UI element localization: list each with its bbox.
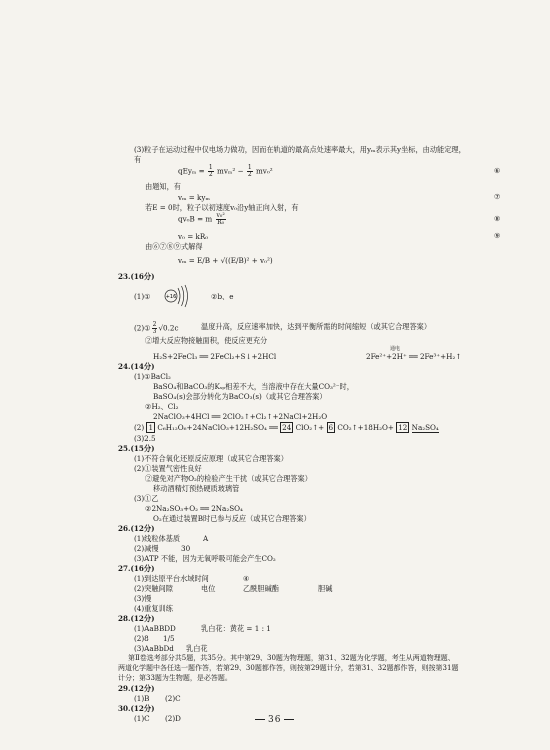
answer-line: (4)重复训练	[134, 604, 173, 613]
answer-text: 1/5	[163, 634, 175, 643]
svg-text:+16: +16	[165, 294, 177, 300]
answer-text: 移动酒精灯预热硬质玻璃管	[153, 484, 240, 493]
answer-text: BaSO₄和BaCO₃的Kₛₚ相差不大，当溶液中存在大量CO₃²⁻时，	[153, 382, 354, 391]
equation-8: qv₀B = m $\frac{\text{v₀²}}{\text{R₀}}$	[178, 212, 225, 226]
answer-text: (2)D	[165, 714, 181, 723]
answer-line: (2)①装置气密性良好	[134, 464, 202, 473]
equation-number: ⑦	[494, 193, 501, 201]
answer-text: 乳白花：黄花 = 1 : 1	[201, 624, 271, 633]
text-line: 若E = 0时，粒子以初速度v₀沿y轴正向入射，有	[145, 203, 299, 212]
text-line: 有	[134, 155, 142, 164]
equation: H₂S+2FeCl₃ ══ 2FeCl₂+S↓+2HCl	[153, 352, 277, 361]
text-line: 由题知，有	[145, 182, 181, 191]
answer-line: (1)C	[134, 714, 150, 723]
question-number: 28.(12分)	[118, 614, 155, 623]
section-note: 两道化学题中各任选一题作答，若第29、30题都作答，则按第29题计分，若第31、32题都作答，则按第31题	[118, 664, 459, 672]
equation-result: vₘ = E/B + √((E/B)² + v₀²)	[178, 256, 273, 265]
equation-number: ⑥	[494, 167, 501, 175]
answer-line: (1)AaBBDD	[134, 624, 176, 633]
balanced-equation: (2) 1 C₆H₁₂O₆+24NaClO₃+12H₂SO₄ ══ 24 ClO₂↑+ 6 CO₂↑+18H₂O+ 12 Na₂SO₄	[134, 423, 439, 432]
answer-line: (2)① $\frac{2}{3}$ √0.2c	[134, 321, 179, 335]
question-number: 24.(14分)	[118, 362, 155, 371]
answer-text: ②增大反应物接触面积，使反应更充分	[145, 336, 268, 345]
answer-text: ②b、e	[211, 292, 234, 301]
equation-7: vₘ = kyₘ	[178, 193, 210, 202]
answer-line: (3)①乙	[134, 494, 159, 503]
answer-text: 胆碱	[318, 584, 333, 593]
question-number: 30.(12分)	[118, 704, 155, 713]
equation: 2Fe²⁺+2H⁺ ══ 2Fe³⁺+H₂↑	[366, 352, 462, 361]
answer-line: (1)线粒体基质	[134, 534, 181, 543]
question-number: 25.(15分)	[118, 444, 155, 453]
page-number: 36	[252, 715, 297, 725]
answer-line: (2)8	[134, 634, 149, 643]
reaction-condition: 通电	[390, 346, 401, 352]
equation: ②2Na₂SO₃+O₂ ══ 2Na₂SO₄	[145, 504, 243, 513]
answer-text: O₂在通过装置B时已参与反应（或其它合理答案）	[153, 514, 311, 523]
question-number: 29.(12分)	[118, 684, 155, 693]
answer-text: (2)C	[165, 694, 181, 703]
section-note: 计分；第33题为生物题，是必答题。	[118, 674, 232, 682]
answer-text: 电位	[201, 584, 216, 593]
question-number: 23.(16分)	[118, 272, 155, 281]
equation-6: qEyₘ = $\frac{1}{2}$ mvₘ² − $\frac{1}{2}$ mv₀²	[178, 164, 273, 178]
text-line: 由⑥⑦⑧⑨式解得	[145, 242, 203, 251]
atomic-structure-diagram	[164, 283, 190, 309]
equation-number: ⑨	[494, 232, 501, 240]
answer-text: ②H₂、Cl₂	[145, 402, 179, 411]
answer-text: 乙酰胆碱酯	[243, 584, 279, 593]
answer-text: A	[203, 534, 209, 543]
text-line: (3)粒子在运动过程中仅电场力做功，因而在轨道的最高点处速率最大，用yₘ表示其y坐标，由动能定理，	[134, 145, 466, 154]
answer-line: (1)①	[134, 292, 151, 301]
answer-line: (1)B	[134, 694, 150, 703]
question-number: 27.(16分)	[118, 564, 155, 573]
answer-text: 30	[181, 544, 191, 553]
answer-text: ②避免对产物O₂的检验产生干扰（或其它合理答案）	[145, 474, 312, 483]
answer-text: BaSO₄(s)会部分转化为BaCO₃(s)（或其它合理答案）	[153, 392, 327, 401]
answer-text: 乳白花	[186, 644, 208, 653]
equation-9: v₀ = kR₀	[178, 232, 209, 241]
equation-number: ⑧	[494, 215, 501, 223]
answer-line: (1)①BaCl₂	[134, 372, 171, 381]
answer-line: (1)到达原平台水域时间	[134, 574, 209, 583]
section-note: 第Ⅱ卷选考部分共5题，共35分。其中第29、30题为物理题，第31、32题为化学题，考生从两道物理题、	[128, 654, 455, 662]
answer-line: (3)ATP 不能，因为无氧呼吸可能会产生CO₂	[134, 554, 276, 563]
question-number: 26.(12分)	[118, 524, 155, 533]
answer-text: 温度升高，反应速率加快，达到平衡所需的时间缩短（或其它合理答案）	[201, 322, 432, 331]
answer-line: (3)2.5	[134, 434, 156, 443]
answer-line: (3)慢	[134, 594, 152, 603]
answer-line: (2)突触间隙	[134, 584, 173, 593]
equation: 2NaClO₃+4HCl ══ 2ClO₂↑+Cl₂↑+2NaCl+2H₂O	[153, 412, 328, 421]
answer-line: (2)减慢	[134, 544, 159, 553]
answer-line: (1)不符合氧化还原反应原理（或其它合理答案）	[134, 454, 288, 463]
answer-line: (3)AaBbDd	[134, 644, 174, 653]
answer-text: ④	[243, 574, 250, 583]
